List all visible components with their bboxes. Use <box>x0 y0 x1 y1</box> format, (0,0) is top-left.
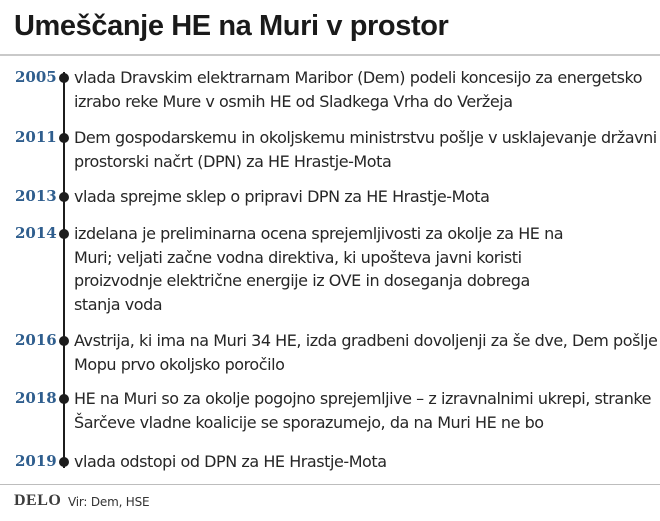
timeline-text: vlada Dravskim elektrarnam Maribor (Dem) podeli koncesijo za energetsko izrabo reke Mure v osmih HE od Sladkega Vrha do Veržeja <box>74 68 643 111</box>
delo-logo: DELO <box>14 492 62 509</box>
timeline-dot-icon <box>59 133 69 143</box>
timeline-text: izdelana je preliminarna ocena sprejemljivosti za okolje za HE na Muri; veljati začne vodna direktiva, ki upošteva javni koristi proizvodnje električne energije iz OVE in doseganja dobrega stanja voda <box>74 224 564 314</box>
timeline-text: HE na Muri so za okolje pogojno sprejemljive – z izravnalnimi ukrepi, stranke Šarčeve vladne koalicije se sporazumejo, da na Muri HE ne bo <box>74 389 652 432</box>
timeline-dot-icon <box>59 457 69 467</box>
timeline-dot-icon <box>59 336 69 346</box>
title-divider <box>0 54 660 56</box>
page-title: Umeščanje HE na Muri v prostor <box>14 10 449 42</box>
timeline-dot-icon <box>59 73 69 83</box>
timeline-dot-icon <box>59 229 69 239</box>
timeline-text: vlada sprejme sklep o pripravi DPN za HE Hrastje-Mota <box>74 187 490 206</box>
timeline-line <box>63 72 65 468</box>
timeline-year: 2005 <box>15 68 57 86</box>
timeline-year: 2019 <box>15 452 57 470</box>
timeline-dot-icon <box>59 394 69 404</box>
timeline-year: 2011 <box>15 128 57 146</box>
timeline-year: 2018 <box>15 389 57 407</box>
source-note: Vir: Dem, HSE <box>68 495 150 509</box>
timeline-dot-icon <box>59 192 69 202</box>
timeline-year: 2014 <box>15 224 57 242</box>
timeline-text: vlada odstopi od DPN za HE Hrastje-Mota <box>74 452 387 471</box>
footer-divider <box>0 484 660 485</box>
timeline-text: Avstrija, ki ima na Muri 34 HE, izda gradbeni dovoljenji za še dve, Dem pošlje Mopu prvo okoljsko poročilo <box>74 331 658 374</box>
timeline-year: 2013 <box>15 187 57 205</box>
timeline-year: 2016 <box>15 331 57 349</box>
timeline-text: Dem gospodarskemu in okoljskemu ministrstvu pošlje v usklajevanje državni prostorski načrt (DPN) za HE Hrastje-Mota <box>74 128 657 171</box>
